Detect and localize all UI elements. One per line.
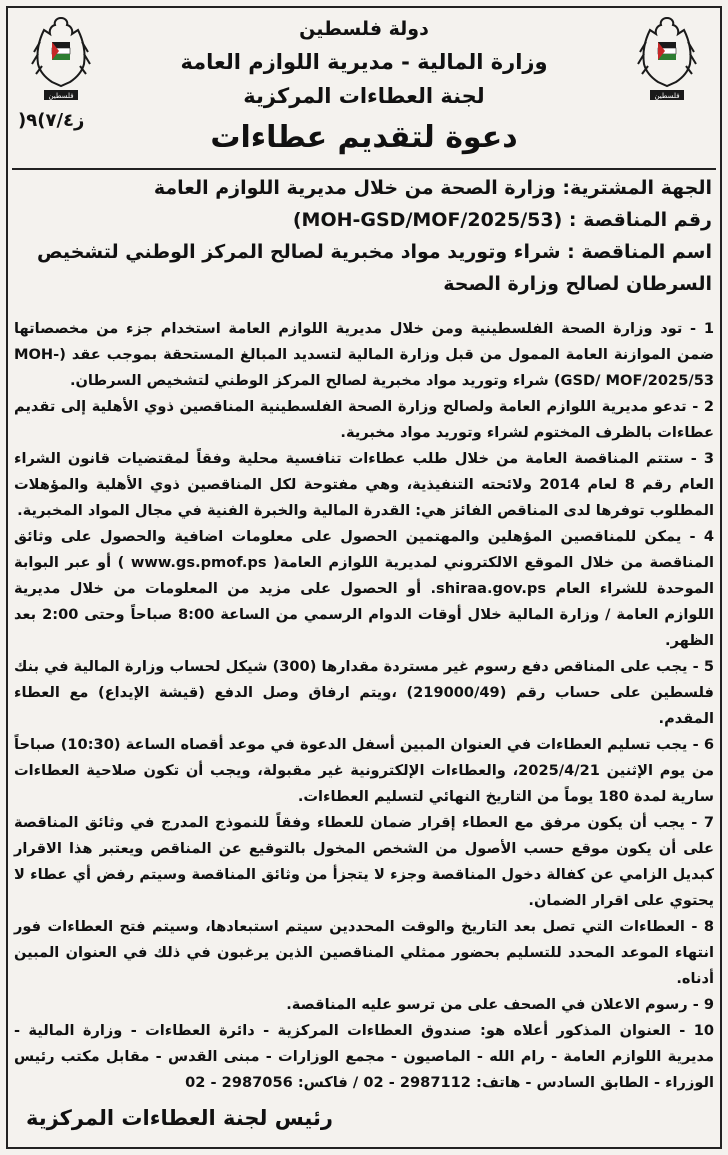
condition-item: 6 - يجب تسليم العطاءات في العنوان المبين أسفل الدعوة في موعد أقصاه الساعة (10:30) صباحاً من يوم الإثنين 2025/4/21، والعطاءات الإلكترونية غير مقبولة، ويجب أن تكون صلاحية العطاءات سارية لمدة 180 يوماً من التاريخ النهائي لتسليم العطاءات. xyxy=(14,736,714,805)
conditions-list xyxy=(14,316,714,1096)
condition-item: 2 - تدعو مديرية اللوازم العامة ولصالح وزارة الصحة الفلسطينية المناقصين ذوي الأهلية إلى تقديم عطاءات بالظرف المختوم لشراء وتوريد مواد مخبرية. xyxy=(14,398,714,441)
buyer-line: الجهة المشترية: وزارة الصحة من خلال مديرية اللوازم العامة xyxy=(153,177,712,199)
condition-item: 9 - رسوم الاعلان في الصحف على من ترسو عليه المناقصة. xyxy=(286,996,714,1013)
tender-info xyxy=(16,172,712,300)
emblem-caption: فلسطين xyxy=(48,92,74,100)
committee-name: لجنة العطاءات المركزية xyxy=(243,84,485,108)
tender-name-line-1: اسم المناقصة : شراء وتوريد مواد مخبرية لصالح المركز الوطني لتشخيص xyxy=(37,241,712,263)
condition-item: 10 - العنوان المذكور أعلاه هو: صندوق العطاءات المركزية - دائرة العطاءات - وزارة المالية - مديرية اللوازم العامة - رام الله - الماصيون - مجمع الوزارات - مبنى القدس - مقابل مكتب رئيس الوزراء - الطابق السادس - هاتف: 2987112 - 02 / فاكس: 2987056 - 02 xyxy=(14,1022,714,1091)
ministry-name: وزارة المالية - مديرية اللوازم العامة xyxy=(180,50,548,74)
condition-item: 5 - يجب على المناقص دفع رسوم غير مستردة مقدارها (300) شيكل لحساب وزارة المالية في بنك فلسطين على حساب رقم (219000/49) ،ويتم ارفاق وصل الدفع (قيشة الإيداع) مع العطاء المقدم. xyxy=(14,658,714,727)
divider xyxy=(12,168,716,170)
state-name: دولة فلسطين xyxy=(299,18,429,40)
emblem-caption: فلسطين xyxy=(654,92,680,100)
page-title: دعوة لتقديم عطاءات xyxy=(210,120,518,155)
reference-number: ز٧/٤)٩( xyxy=(18,110,85,131)
condition-item: 4 - يمكن للمناقصين المؤهلين والمهتمين الحصول على معلومات اضافية والحصول على وثائق المناقصة من خلال الموقع الالكتروني لمديرية اللوازم العامة( www.gs.pmof.ps ) أو عبر البوابة الموحدة للشراء العام shiraa.gov.ps. أو الحصول على مزيد من المعلومات من خلال مديرية اللوازم العامة / وزارة المالية خلال أوقات الدوام الرسمي من الساعة 8:00 صباحاً وحتى 2:00 بعد الظهر. xyxy=(14,528,715,649)
condition-item: 8 - العطاءات التي تصل بعد التاريخ والوقت المحددين سيتم استبعادها، وسيتم فتح العطاءات فور انتهاء الموعد المحدد للتسليم بحضور ممثلي المناقصين الذين يرغبون في ذلك في العنوان المبين أدناه. xyxy=(14,918,714,987)
condition-item: 1 - تود وزارة الصحة الفلسطينية ومن خلال مديرية اللوازم العامة استخدام جزء من مخصصاتها ضمن الموازنة العامة الممول من قبل وزارة المالية لتسديد المبالغ المستحقة بموجب عقد (MOH-GSD/ MOF/2025/53) شراء وتوريد مواد مخبرية لصالح المركز الوطني لتشخيص السرطان. xyxy=(14,320,714,389)
tender-number: رقم المناقصة : (MOH-GSD/MOF/2025/53) xyxy=(292,209,712,231)
tender-name-line-2: السرطان لصالح وزارة الصحة xyxy=(443,273,712,295)
signature: رئيس لجنة العطاءات المركزية xyxy=(26,1106,333,1130)
condition-item: 7 - يجب أن يكون مرفق مع العطاء إقرار ضمان للعطاء وفقاً للنموذج المدرج في وثائق المناقصة على أن يكون موقع حسب الأصول من الشخص المخول بالتوقيع عن المناقص ويعتبر هذا الاقرار كبديل الزامي عن كفالة دخول المناقصة وجزء لا يتجزأ من وثائق المناقصة وسيتم رفض أي عطاء لا يحتوي على اقرار الضمان. xyxy=(14,814,714,909)
condition-item: 3 - ستتم المناقصة العامة من خلال طلب عطاءات تنافسية محلية وفقاً لمقتضيات قانون الشراء العام رقم 8 لعام 2014 ولائحته التنفيذية، وهي مفتوحة لكل المناقصين ذوي الأهلية والمؤهلات المطلوب توفرها لدى المناقص الفائز هي: القدرة المالية والخبرة الفنية في مجال المواد المخبرية. xyxy=(14,450,714,519)
